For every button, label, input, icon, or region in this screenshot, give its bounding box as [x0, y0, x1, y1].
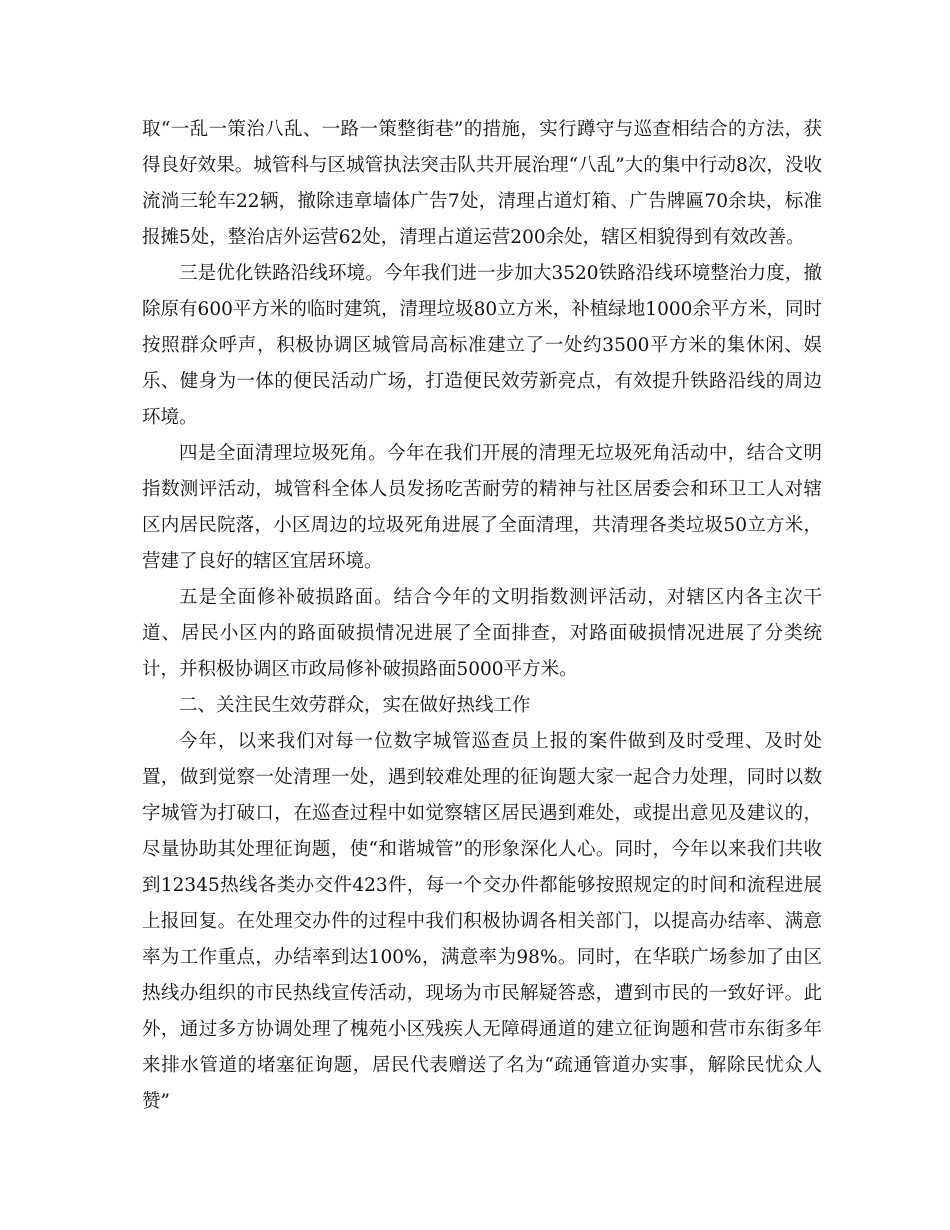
section-heading-hotline: 二、关注民生效劳群众，实在做好热线工作	[179, 695, 531, 716]
paragraph-garbage-cleanup: 四是全面清理垃圾死角。今年在我们开展的清理无垃圾死角活动中，结合文明指数测评活动，城管科全体人员发扬吃苦耐劳的精神与社区居委会和环卫工人对辖区内居民院落，小区周边的垃圾死角进展了全面清理，共清理各类垃圾50立方米，营建了良好的辖区宜居环境。	[142, 443, 822, 572]
paragraph-road-repair: 五是全面修补破损路面。结合今年的文明指数测评活动，对辖区内各主次干道、居民小区内的路面破损情况进展了全面排查，对路面破损情况进展了分类统计，并积极协调区市政局修补破损路面5000平方米。	[142, 587, 822, 680]
paragraph-hotline-work: 今年，以来我们对每一位数字城管巡查员上报的案件做到及时受理、及时处置，做到觉察一处清理一处，遇到较难处理的征询题大家一起合力处理，同时以数字城管为打破口，在巡查过程中如觉察辖区居民遇到难处，或提出意见及建议的，尽量协助其处理征询题，使“和谐城管”的形象深化人心。同时，今年以来我们共收到12345热线各类办交件423件，每一个交办件都能够按照规定的时间和流程进展上报回复。在处理交办件的过程中我们积极协调各相关部门，以提高办结率、满意率为工作重点，办结率到达100%，满意率为98%。同时，在华联广场参加了由区热线办组织的市民热线宣传活动，现场为市民解疑答惑，遭到市民的一致好评。此外，通过多方协调处理了槐苑小区残疾人无障碍通道的建立征询题和营市东街多年来排水管道的堵塞征询题，居民代表赠送了名为“疏通管道办实事，解除民忧众人赞”	[142, 731, 822, 1112]
paragraph-continuation: 取“一乱一策治八乱、一路一策整街巷”的措施，实行蹲守与巡查相结合的方法，获得良好效果。城管科与区城管执法突击队共开展治理“八乱”大的集中行动8次，没收流淌三轮车22辆，撤除违章墙体广告7处，清理占道灯箱、广告牌匾70余块，标准报摊5处，整治店外运营62处，清理占道运营200余处，辖区相貌得到有效改善。	[142, 119, 822, 248]
document-body	[142, 112, 822, 1120]
paragraph-railway-environment: 三是优化铁路沿线环境。今年我们进一步加大3520铁路沿线环境整治力度，撤除原有600平方米的临时建筑，清理垃圾80立方米，补植绿地1000余平方米，同时按照群众呼声，积极协调区城管局高标准建立了一处约3500平方米的集休闲、娱乐、健身为一体的便民活动广场，打造便民效劳新亮点，有效提升铁路沿线的周边环境。	[142, 263, 822, 428]
